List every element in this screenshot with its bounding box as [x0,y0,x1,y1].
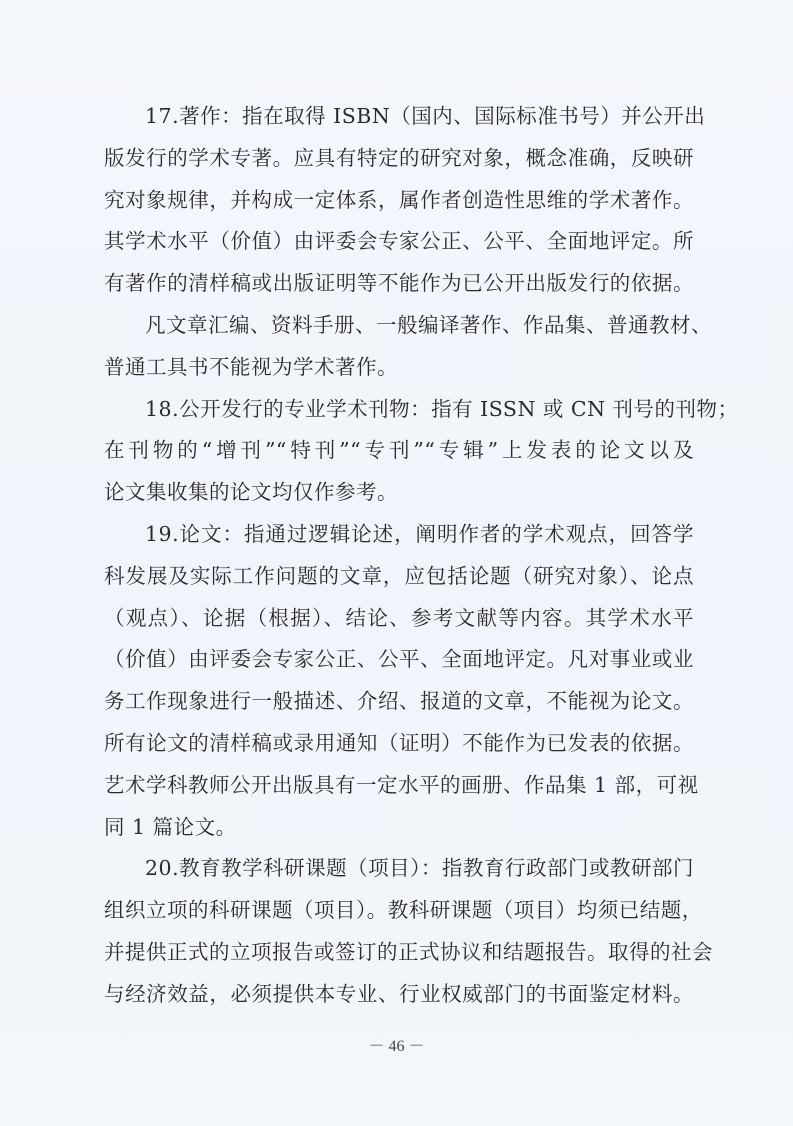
text-line: 20.教育教学科研课题（项目）：指教育行政部门或教研部门 [145,856,694,881]
text-line: 并提供正式的立项报告或签订的正式协议和结题报告。取得的社会 [104,939,713,964]
text-line: 普通工具书不能视为学术著作。 [104,354,398,379]
page-number: － 46 － [368,1038,425,1055]
text-line: 科发展及实际工作问题的文章，应包括论题（研究对象）、论点 [104,563,694,588]
text-line: （价值）由评委会专家公正、公平、全面地评定。凡对事业或业 [104,647,694,672]
text-line: 有著作的清样稿或出版证明等不能作为已公开出版发行的依据。 [104,271,694,296]
text-line: 究对象规律，并构成一定体系，属作者创造性思维的学术著作。 [104,187,694,212]
text-line: 所有论文的清样稿或录用通知（证明）不能作为已发表的依据。 [104,730,694,755]
text-line: 凡文章汇编、资料手册、一般编译著作、作品集、普通教材、 [145,312,712,337]
paragraph-18-journals [104,389,739,514]
text-line: 19.论文：指通过逻辑论述，阐明作者的学术观点，回答学 [145,521,694,546]
text-line: 与经济效益，必须提供本专业、行业权威部门的书面鉴定材料。 [104,981,694,1006]
text-line: 论文集收集的论文均仅作参考。 [104,480,398,505]
text-line: （观点）、论据（根据）、结论、参考文献等内容。其学术水平 [104,605,694,630]
paragraph-19-papers [104,514,699,848]
paragraph-17-exclusions [104,305,712,389]
paragraph-17-works [104,96,706,305]
text-line: 组织立项的科研课题（项目）。教科研课题（项目）均须已结题， [104,898,703,923]
text-line: 版发行的学术专著。应具有特定的研究对象，概念准确，反映研 [104,145,694,170]
text-line: 同 1 篇论文。 [104,814,237,839]
text-line: 在刊物的“增刊”“特刊”“专刊”“专辑”上发表的论文以及 [104,438,694,463]
paragraph-20-research-projects [104,848,713,1015]
text-line: 17.著作：指在取得 ISBN（国内、国际标准书号）并公开出 [145,104,706,128]
text-line: 艺术学科教师公开出版具有一定水平的画册、作品集 1 部，可视 [104,772,699,797]
text-line: 18.公开发行的专业学术刊物：指有 ISSN 或 CN 刊号的刊物； [145,396,739,421]
text-line: 务工作现象进行一般描述、介绍、报道的文章，不能视为论文。 [104,689,694,714]
text-line: 其学术水平（价值）由评委会专家公正、公平、全面地评定。所 [104,229,694,254]
document-body [104,96,739,1016]
